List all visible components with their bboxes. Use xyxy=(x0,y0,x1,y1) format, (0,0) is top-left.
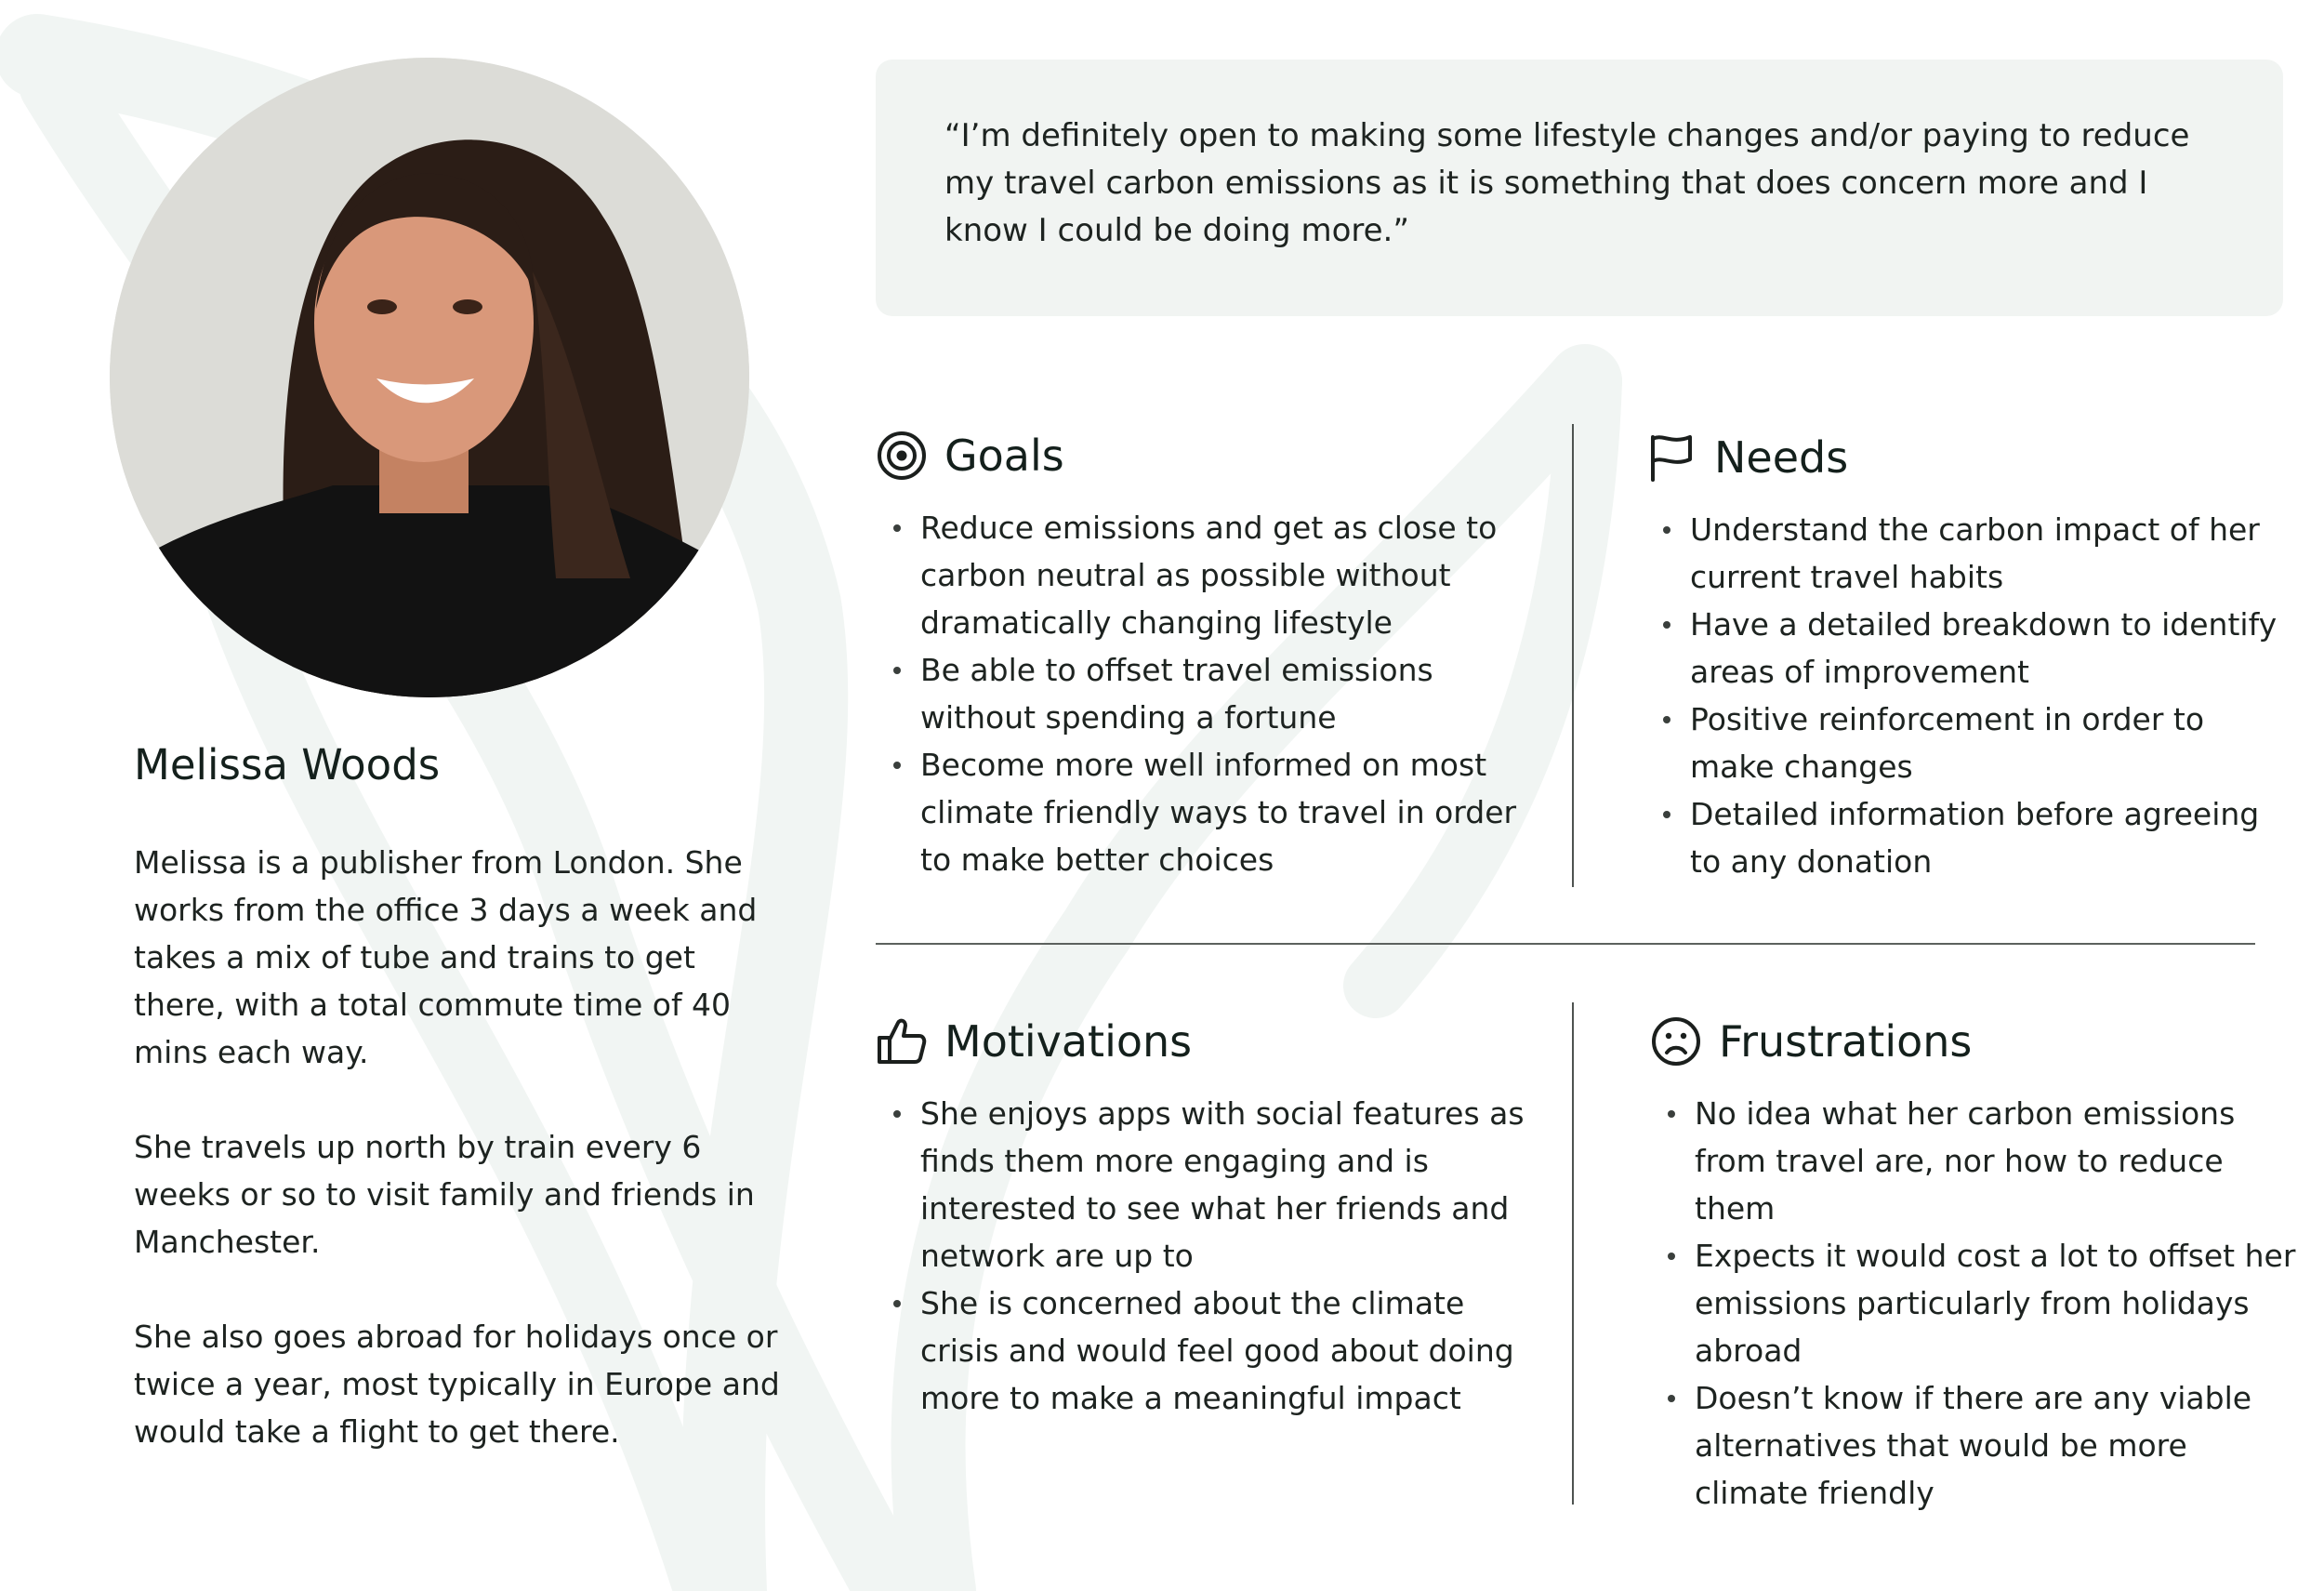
list-item: She enjoys apps with social features as finds them more engaging and is interested to see what her friends and network are up to xyxy=(920,1090,1545,1279)
profile-photo xyxy=(110,58,749,697)
list-item: She is concerned about the climate crisis and would feel good about doing more to make a meaningful impact xyxy=(920,1279,1545,1422)
list-item: No idea what her carbon emissions from travel are, nor how to reduce them xyxy=(1695,1090,2301,1232)
frustrations-section xyxy=(1650,1015,2301,1517)
goals-header xyxy=(876,430,1545,482)
list-item: Detailed information before agreeing to any donation xyxy=(1690,790,2296,885)
frustrations-header xyxy=(1650,1015,2301,1067)
list-item: Reduce emissions and get as close to carbon neutral as possible without dramatically changing lifestyle xyxy=(920,504,1545,646)
list-item: Expects it would cost a lot to offset her emissions particularly from holidays abroad xyxy=(1695,1232,2301,1374)
thumbs-up-icon xyxy=(876,1015,928,1067)
bio-paragraph: She also goes abroad for holidays once or twice a year, most typically in Europe and would take a flight to get there. xyxy=(134,1319,780,1450)
horizontal-divider xyxy=(876,943,2255,945)
vertical-divider xyxy=(1572,1002,1574,1505)
frustrations-list xyxy=(1650,1090,2301,1517)
frustrations-title: Frustrations xyxy=(1719,1016,1973,1067)
list-item: Doesn’t know if there are any viable alternatives that would be more climate friendly xyxy=(1695,1374,2301,1517)
portrait-illustration xyxy=(110,58,749,697)
persona-name: Melissa Woods xyxy=(134,740,441,789)
quote-card xyxy=(876,60,2283,316)
motivations-header xyxy=(876,1015,1545,1067)
goals-list xyxy=(876,504,1545,883)
needs-title: Needs xyxy=(1714,432,1849,483)
list-item: Positive reinforcement in order to make changes xyxy=(1690,696,2296,790)
bio-paragraph: She travels up north by train every 6 weeks or so to visit family and friends in Manchester. xyxy=(134,1129,755,1260)
persona-quote: “I’m definitely open to making some lifestyle changes and/or paying to reduce my travel carbon emissions as it is something that does concern more and I know I could be doing more.” xyxy=(944,117,2190,249)
list-item: Be able to offset travel emissions without spending a fortune xyxy=(920,646,1545,741)
motivations-title: Motivations xyxy=(944,1016,1193,1067)
target-icon xyxy=(876,430,928,482)
list-item: Become more well informed on most climate friendly ways to travel in order to make better choices xyxy=(920,741,1545,883)
needs-header xyxy=(1645,431,2296,484)
needs-list xyxy=(1645,506,2296,885)
needs-section xyxy=(1645,431,2296,885)
list-item: Understand the carbon impact of her current travel habits xyxy=(1690,506,2296,601)
bio-paragraph: Melissa is a publisher from London. She works from the office 3 days a week and takes a mix of tube and trains to get there, with a total commute time of 40 mins each way. xyxy=(134,844,758,1070)
motivations-list xyxy=(876,1090,1545,1422)
goals-section xyxy=(876,430,1545,883)
vertical-divider xyxy=(1572,424,1574,887)
flag-icon xyxy=(1645,431,1697,484)
persona-bio xyxy=(134,839,785,1503)
goals-title: Goals xyxy=(944,431,1064,481)
list-item: Have a detailed breakdown to identify areas of improvement xyxy=(1690,601,2296,696)
sad-face-icon xyxy=(1650,1015,1702,1067)
motivations-section xyxy=(876,1015,1545,1422)
